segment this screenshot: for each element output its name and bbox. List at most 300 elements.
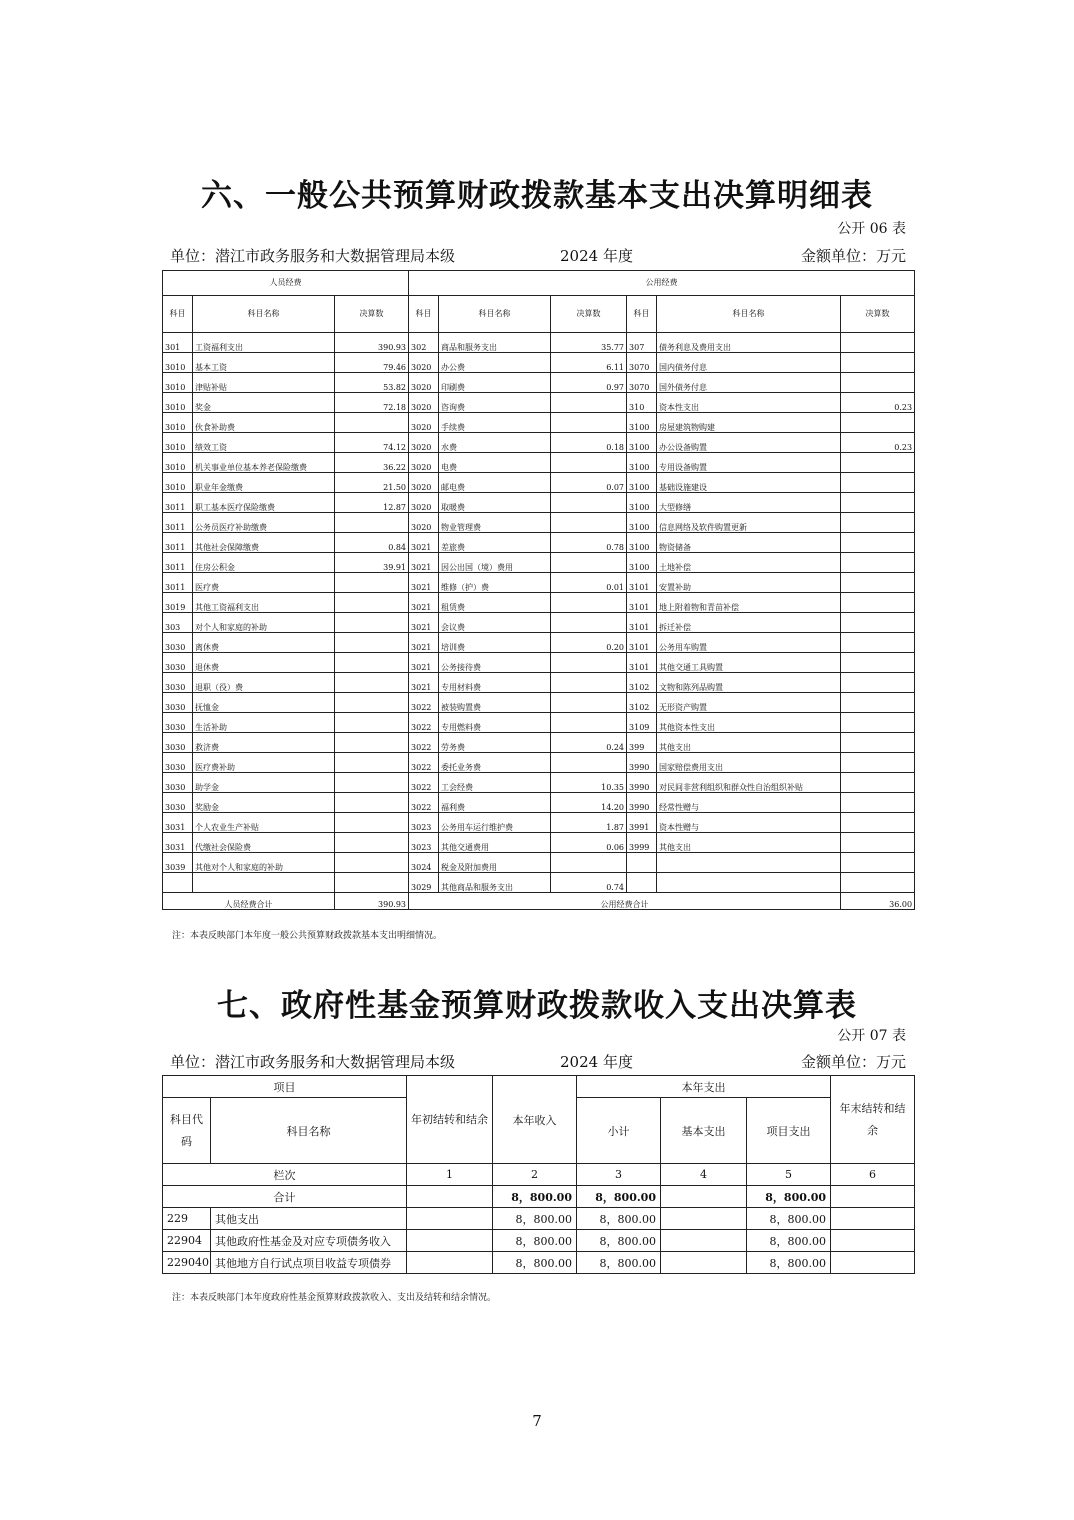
personnel-name: 生活补助 <box>193 713 335 733</box>
capital-code: 3101 <box>627 653 657 673</box>
goods-name: 取暖费 <box>439 493 551 513</box>
capital-amount <box>841 693 915 713</box>
capital-name: 其他资本性支出 <box>657 713 841 733</box>
goods-name: 专用材料费 <box>439 673 551 693</box>
personnel-name: 其他工资福利支出 <box>193 593 335 613</box>
capital-code: 3101 <box>627 613 657 633</box>
capital-name: 国外债务付息 <box>657 373 841 393</box>
capital-amount <box>841 593 915 613</box>
personnel-amount <box>335 733 409 753</box>
fund-empty-cell <box>407 1252 493 1274</box>
fund-name: 其他政府性基金及对应专项债务收入 <box>211 1230 407 1252</box>
capital-code: 310 <box>627 393 657 413</box>
capital-amount <box>841 413 915 433</box>
capital-code: 3100 <box>627 473 657 493</box>
capital-code: 3109 <box>627 713 657 733</box>
personnel-code: 3011 <box>163 573 193 593</box>
goods-name: 租赁费 <box>439 593 551 613</box>
personnel-code: 3010 <box>163 473 193 493</box>
col-name-header: 科目名称 <box>439 296 551 333</box>
personnel-amount: 74.12 <box>335 433 409 453</box>
personnel-name: 职工基本医疗保险缴费 <box>193 493 335 513</box>
fund-income: 8，800.00 <box>493 1208 577 1230</box>
table-row <box>163 1252 915 1274</box>
personnel-code: 3030 <box>163 733 193 753</box>
capital-amount: 0.23 <box>841 433 915 453</box>
total-project: 8，800.00 <box>747 1186 831 1208</box>
personnel-amount <box>335 813 409 833</box>
goods-code: 3021 <box>409 653 439 673</box>
capital-amount <box>841 653 915 673</box>
personnel-total-label: 人员经费合计 <box>163 893 335 910</box>
personnel-name: 工资福利支出 <box>193 333 335 353</box>
table-row <box>163 753 915 773</box>
personnel-name: 抚恤金 <box>193 693 335 713</box>
personnel-name: 个人农业生产补贴 <box>193 813 335 833</box>
capital-amount <box>841 753 915 773</box>
goods-name: 水费 <box>439 433 551 453</box>
fund-project: 8，800.00 <box>747 1252 831 1274</box>
page-number: 7 <box>532 1412 542 1430</box>
end-balance-header: 年末结转和结余 <box>831 1076 915 1164</box>
goods-amount <box>551 853 627 873</box>
goods-name: 工会经费 <box>439 773 551 793</box>
capital-amount <box>841 513 915 533</box>
capital-name: 房屋建筑物购建 <box>657 413 841 433</box>
personnel-code: 303 <box>163 613 193 633</box>
table-row <box>163 473 915 493</box>
goods-code: 3020 <box>409 373 439 393</box>
section7-unit: 单位：潜江市政务服务和大数据管理局本级 <box>170 1053 456 1071</box>
personnel-amount <box>335 573 409 593</box>
capital-code: 3990 <box>627 753 657 773</box>
goods-name: 公务接待费 <box>439 653 551 673</box>
capital-name: 拆迁补偿 <box>657 613 841 633</box>
capital-name: 国内债务付息 <box>657 353 841 373</box>
goods-code: 3022 <box>409 773 439 793</box>
fund-income: 8，800.00 <box>493 1230 577 1252</box>
personnel-code: 3030 <box>163 653 193 673</box>
goods-name: 公务用车运行维护费 <box>439 813 551 833</box>
goods-name: 专用燃料费 <box>439 713 551 733</box>
capital-name: 办公设备购置 <box>657 433 841 453</box>
capital-amount <box>841 373 915 393</box>
goods-code: 3021 <box>409 573 439 593</box>
fund-table-body <box>163 1208 915 1274</box>
goods-amount: 0.20 <box>551 633 627 653</box>
table-row <box>163 413 915 433</box>
capital-amount <box>841 733 915 753</box>
capital-amount <box>841 853 915 873</box>
personnel-name: 医疗费补助 <box>193 753 335 773</box>
personnel-amount <box>335 833 409 853</box>
table-row <box>163 733 915 753</box>
goods-code: 3020 <box>409 393 439 413</box>
table-row <box>163 873 915 893</box>
capital-amount <box>841 553 915 573</box>
section6-unit: 单位：潜江市政务服务和大数据管理局本级 <box>170 247 456 265</box>
section7-form-number: 公开 07 表 <box>837 1028 906 1044</box>
personnel-name: 奖金 <box>193 393 335 413</box>
capital-amount <box>841 533 915 553</box>
capital-code: 3101 <box>627 573 657 593</box>
goods-amount <box>551 613 627 633</box>
capital-amount <box>841 793 915 813</box>
table-row <box>163 353 915 373</box>
col-number: 4 <box>661 1164 747 1186</box>
public-header: 公用经费 <box>409 271 915 296</box>
personnel-name: 对个人和家庭的补助 <box>193 613 335 633</box>
goods-amount <box>551 673 627 693</box>
goods-name: 税金及附加费用 <box>439 853 551 873</box>
col-number: 5 <box>747 1164 831 1186</box>
personnel-amount: 53.82 <box>335 373 409 393</box>
capital-amount <box>841 633 915 653</box>
section7-title: 七、政府性基金预算财政拨款收入支出决算表 <box>217 988 857 1024</box>
goods-code: 3021 <box>409 633 439 653</box>
personnel-code: 3030 <box>163 673 193 693</box>
expense-header: 本年支出 <box>577 1076 831 1098</box>
personnel-name: 救济费 <box>193 733 335 753</box>
goods-amount <box>551 693 627 713</box>
col-code-header: 科目 <box>627 296 657 333</box>
capital-amount <box>841 333 915 353</box>
personnel-name: 绩效工资 <box>193 433 335 453</box>
goods-amount: 6.11 <box>551 353 627 373</box>
goods-name: 邮电费 <box>439 473 551 493</box>
goods-amount <box>551 553 627 573</box>
table-row <box>163 573 915 593</box>
personnel-amount: 12.87 <box>335 493 409 513</box>
income-header: 本年收入 <box>493 1076 577 1164</box>
personnel-header: 人员经费 <box>163 271 409 296</box>
capital-name: 债务利息及费用支出 <box>657 333 841 353</box>
personnel-amount: 21.50 <box>335 473 409 493</box>
personnel-code: 3030 <box>163 793 193 813</box>
fund-project: 8，800.00 <box>747 1208 831 1230</box>
capital-code <box>627 853 657 873</box>
goods-amount: 0.07 <box>551 473 627 493</box>
goods-amount <box>551 653 627 673</box>
capital-name: 物资储备 <box>657 533 841 553</box>
goods-code: 3020 <box>409 513 439 533</box>
total-basic <box>661 1186 747 1208</box>
personnel-amount <box>335 413 409 433</box>
goods-name: 培训费 <box>439 633 551 653</box>
goods-code: 3021 <box>409 613 439 633</box>
col-name-header: 科目名称 <box>657 296 841 333</box>
capital-amount <box>841 813 915 833</box>
capital-code: 3100 <box>627 433 657 453</box>
goods-code: 3022 <box>409 733 439 753</box>
col-name-header: 科目名称 <box>193 296 335 333</box>
goods-name: 维修（护）费 <box>439 573 551 593</box>
goods-amount <box>551 493 627 513</box>
goods-name: 其他交通费用 <box>439 833 551 853</box>
table-row <box>163 453 915 473</box>
capital-name <box>657 853 841 873</box>
personnel-code: 3031 <box>163 813 193 833</box>
goods-code: 3029 <box>409 873 439 893</box>
personnel-name: 退休费 <box>193 653 335 673</box>
fund-empty-cell <box>661 1230 747 1252</box>
capital-code: 307 <box>627 333 657 353</box>
personnel-code: 3011 <box>163 513 193 533</box>
fund-name: 其他地方自行试点项目收益专项债券 <box>211 1252 407 1274</box>
goods-name: 办公费 <box>439 353 551 373</box>
goods-code: 3020 <box>409 413 439 433</box>
fund-code: 229040 <box>163 1252 211 1274</box>
personnel-name: 其他社会保障缴费 <box>193 533 335 553</box>
personnel-name: 离休费 <box>193 633 335 653</box>
personnel-code: 3011 <box>163 493 193 513</box>
col-number: 2 <box>493 1164 577 1186</box>
goods-code: 3022 <box>409 753 439 773</box>
personnel-name: 医疗费 <box>193 573 335 593</box>
personnel-code: 3031 <box>163 833 193 853</box>
goods-code: 3020 <box>409 353 439 373</box>
goods-amount <box>551 393 627 413</box>
personnel-code: 3010 <box>163 413 193 433</box>
goods-amount: 10.35 <box>551 773 627 793</box>
personnel-amount <box>335 753 409 773</box>
goods-code: 3020 <box>409 453 439 473</box>
personnel-name: 伙食补助费 <box>193 413 335 433</box>
personnel-name: 住房公积金 <box>193 553 335 573</box>
public-total-value: 36.00 <box>841 893 915 910</box>
fund-empty-cell <box>831 1230 915 1252</box>
fund-income: 8，800.00 <box>493 1252 577 1274</box>
goods-amount: 0.74 <box>551 873 627 893</box>
goods-code: 3022 <box>409 713 439 733</box>
capital-amount <box>841 573 915 593</box>
fund-project: 8，800.00 <box>747 1230 831 1252</box>
goods-name: 劳务费 <box>439 733 551 753</box>
personnel-amount: 0.84 <box>335 533 409 553</box>
table-row <box>163 673 915 693</box>
capital-name: 无形资产购置 <box>657 693 841 713</box>
total-begin <box>407 1186 493 1208</box>
basic-header: 基本支出 <box>661 1098 747 1164</box>
goods-amount <box>551 513 627 533</box>
goods-code: 3020 <box>409 473 439 493</box>
table-row <box>163 533 915 553</box>
goods-amount <box>551 453 627 473</box>
table-row <box>163 613 915 633</box>
row-label: 栏次 <box>163 1164 407 1186</box>
goods-code: 3021 <box>409 673 439 693</box>
goods-code: 3020 <box>409 493 439 513</box>
table-row <box>163 773 915 793</box>
goods-name: 咨询费 <box>439 393 551 413</box>
personnel-amount: 36.22 <box>335 453 409 473</box>
personnel-code: 3030 <box>163 753 193 773</box>
fund-subtotal: 8，800.00 <box>577 1230 661 1252</box>
goods-name: 其他商品和服务支出 <box>439 873 551 893</box>
capital-code: 3999 <box>627 833 657 853</box>
goods-name: 物业管理费 <box>439 513 551 533</box>
total-income: 8，800.00 <box>493 1186 577 1208</box>
table-row <box>163 633 915 653</box>
personnel-name: 津贴补贴 <box>193 373 335 393</box>
goods-code: 302 <box>409 333 439 353</box>
personnel-name: 其他对个人和家庭的补助 <box>193 853 335 873</box>
capital-code: 3102 <box>627 693 657 713</box>
personnel-code: 3010 <box>163 353 193 373</box>
section6-note: 注：本表反映部门本年度一般公共预算财政拨款基本支出明细情况。 <box>172 931 443 941</box>
subtotal-header: 小计 <box>577 1098 661 1164</box>
goods-name: 被装购置费 <box>439 693 551 713</box>
capital-code: 3990 <box>627 793 657 813</box>
goods-code: 3020 <box>409 433 439 453</box>
col-number: 1 <box>407 1164 493 1186</box>
table-row <box>163 693 915 713</box>
project-header: 项目支出 <box>747 1098 831 1164</box>
goods-code: 3021 <box>409 533 439 553</box>
total-subtotal: 8，800.00 <box>577 1186 661 1208</box>
fund-code: 229 <box>163 1208 211 1230</box>
goods-amount: 0.06 <box>551 833 627 853</box>
capital-name <box>657 873 841 893</box>
col-amount-header: 决算数 <box>335 296 409 333</box>
capital-amount <box>841 673 915 693</box>
table-body <box>163 333 915 893</box>
section6-amount-unit: 金额单位：万元 <box>800 247 906 265</box>
personnel-code: 3010 <box>163 373 193 393</box>
personnel-name: 代缴社会保险费 <box>193 833 335 853</box>
section6-year: 2024 年度 <box>560 247 633 265</box>
capital-code: 3101 <box>627 593 657 613</box>
government-fund-table <box>162 1075 915 1274</box>
goods-amount <box>551 713 627 733</box>
capital-amount <box>841 713 915 733</box>
capital-code: 3100 <box>627 453 657 473</box>
personnel-amount <box>335 633 409 653</box>
table-row <box>163 393 915 413</box>
capital-code: 3100 <box>627 413 657 433</box>
goods-name: 差旅费 <box>439 533 551 553</box>
goods-code: 3022 <box>409 693 439 713</box>
personnel-name: 退职（役）费 <box>193 673 335 693</box>
capital-code: 399 <box>627 733 657 753</box>
personnel-code: 3030 <box>163 773 193 793</box>
capital-name: 专用设备购置 <box>657 453 841 473</box>
table-row <box>163 853 915 873</box>
capital-name: 地上附着物和青苗补偿 <box>657 593 841 613</box>
goods-code: 3021 <box>409 593 439 613</box>
fund-empty-cell <box>407 1230 493 1252</box>
capital-code: 3100 <box>627 533 657 553</box>
capital-amount <box>841 353 915 373</box>
personnel-name: 机关事业单位基本养老保险缴费 <box>193 453 335 473</box>
personnel-amount <box>335 693 409 713</box>
capital-amount <box>841 873 915 893</box>
total-end <box>831 1186 915 1208</box>
goods-amount <box>551 753 627 773</box>
capital-code: 3100 <box>627 493 657 513</box>
goods-name: 印刷费 <box>439 373 551 393</box>
personnel-amount <box>335 513 409 533</box>
personnel-code: 3030 <box>163 633 193 653</box>
col-code-header: 科目 <box>409 296 439 333</box>
personnel-code: 3010 <box>163 433 193 453</box>
total-label: 合计 <box>163 1186 407 1208</box>
goods-amount: 0.18 <box>551 433 627 453</box>
fund-subtotal: 8，800.00 <box>577 1208 661 1230</box>
personnel-code: 3019 <box>163 593 193 613</box>
capital-code: 3070 <box>627 373 657 393</box>
table-row <box>163 333 915 353</box>
personnel-amount: 72.18 <box>335 393 409 413</box>
personnel-amount <box>335 853 409 873</box>
personnel-amount <box>335 673 409 693</box>
table-row <box>163 513 915 533</box>
capital-name: 公务用车购置 <box>657 633 841 653</box>
capital-code: 3100 <box>627 513 657 533</box>
capital-code: 3990 <box>627 773 657 793</box>
capital-code: 3100 <box>627 553 657 573</box>
table-row <box>163 713 915 733</box>
table-row <box>163 493 915 513</box>
section6-form-number: 公开 06 表 <box>837 221 906 237</box>
personnel-total-value: 390.93 <box>335 893 409 910</box>
fund-empty-cell <box>831 1208 915 1230</box>
table-row <box>163 793 915 813</box>
goods-amount: 35.77 <box>551 333 627 353</box>
goods-name: 福利费 <box>439 793 551 813</box>
capital-name: 对民间非营利组织和群众性自治组织补贴 <box>657 773 841 793</box>
goods-amount: 0.97 <box>551 373 627 393</box>
personnel-name: 职业年金缴费 <box>193 473 335 493</box>
fund-subtotal: 8，800.00 <box>577 1252 661 1274</box>
goods-amount: 0.24 <box>551 733 627 753</box>
table-row <box>163 1208 915 1230</box>
fund-empty-cell <box>661 1208 747 1230</box>
goods-amount: 0.01 <box>551 573 627 593</box>
personnel-name: 基本工资 <box>193 353 335 373</box>
item-header: 项目 <box>163 1076 407 1098</box>
goods-name: 会议费 <box>439 613 551 633</box>
personnel-code: 3010 <box>163 393 193 413</box>
personnel-code: 3011 <box>163 533 193 553</box>
capital-name: 国家赔偿费用支出 <box>657 753 841 773</box>
personnel-amount <box>335 773 409 793</box>
table-row <box>163 1230 915 1252</box>
personnel-amount: 390.93 <box>335 333 409 353</box>
name-header: 科目名称 <box>211 1098 407 1164</box>
capital-amount <box>841 493 915 513</box>
section7-amount-unit: 金额单位：万元 <box>800 1053 906 1071</box>
goods-amount: 0.78 <box>551 533 627 553</box>
personnel-name <box>193 873 335 893</box>
personnel-name: 助学金 <box>193 773 335 793</box>
table-row <box>163 653 915 673</box>
personnel-amount <box>335 713 409 733</box>
capital-name: 基础设施建设 <box>657 473 841 493</box>
goods-amount: 14.20 <box>551 793 627 813</box>
capital-amount <box>841 453 915 473</box>
capital-code: 3070 <box>627 353 657 373</box>
personnel-code: 3039 <box>163 853 193 873</box>
personnel-name: 奖励金 <box>193 793 335 813</box>
personnel-amount <box>335 873 409 893</box>
fund-empty-cell <box>831 1252 915 1274</box>
goods-name: 因公出国（境）费用 <box>439 553 551 573</box>
capital-amount <box>841 773 915 793</box>
code-header: 科目代码 <box>163 1098 211 1164</box>
personnel-code: 3030 <box>163 693 193 713</box>
col-amount-header: 决算数 <box>551 296 627 333</box>
